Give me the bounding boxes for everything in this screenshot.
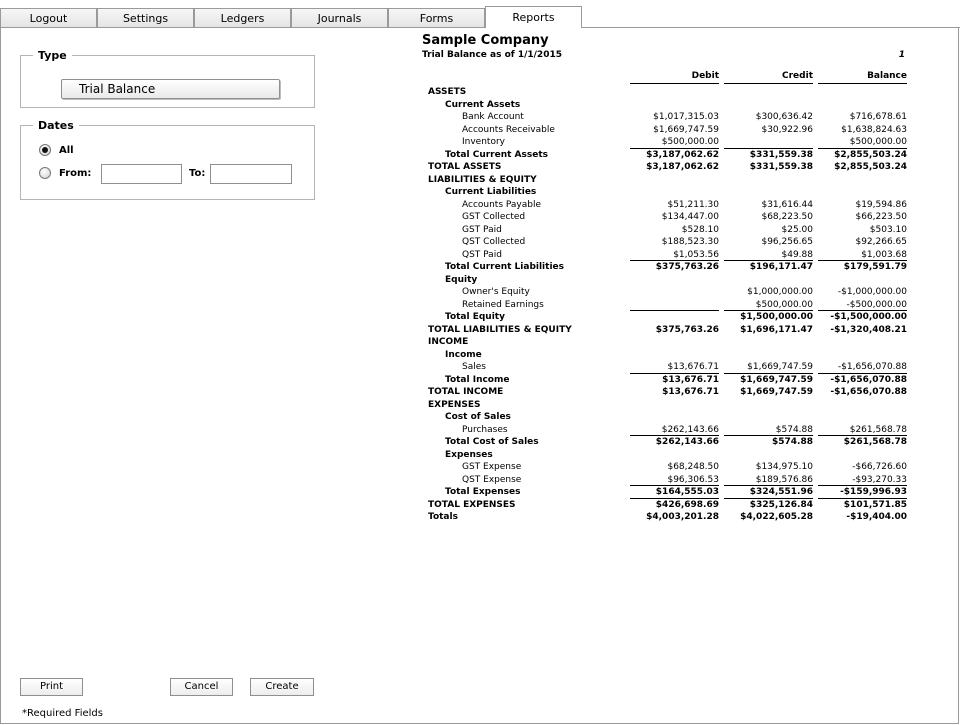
subtotal-rule — [724, 260, 813, 261]
row-label: Total Current Assets — [445, 149, 548, 160]
total-row — [0, 311, 960, 323]
report-row — [0, 386, 960, 398]
row-value-debit: $3,187,062.62 — [646, 162, 719, 172]
row-label: Accounts Payable — [462, 199, 542, 210]
row-value-credit: $1,500,000.00 — [740, 312, 813, 322]
row-label: QST Paid — [462, 249, 502, 260]
row-value-balance: $2,855,503.24 — [834, 149, 907, 160]
row-value-balance: $1,003.68 — [861, 249, 907, 260]
row-value-balance: $92,266.65 — [855, 237, 907, 247]
total-row — [0, 261, 960, 273]
subtotal-rule — [630, 260, 719, 261]
row-value-balance: -$1,656,070.88 — [830, 387, 907, 397]
report-row — [0, 99, 960, 111]
row-value-debit: $13,676.71 — [662, 374, 719, 385]
subtotal-rule — [724, 373, 813, 374]
row-value-credit: $1,669,747.59 — [740, 374, 813, 385]
report-row — [0, 236, 960, 248]
row-label: Total Income — [445, 374, 510, 385]
row-label: Totals — [428, 512, 458, 522]
total-row — [0, 374, 960, 386]
row-value-credit: $96,256.65 — [761, 237, 813, 247]
row-label: Cost of Sales — [445, 412, 511, 422]
report-row — [0, 224, 960, 236]
report-row — [0, 511, 960, 523]
row-value-credit: $196,171.47 — [749, 262, 813, 272]
row-label: Owner's Equity — [462, 287, 530, 297]
row-label: Income — [445, 349, 482, 360]
row-value-balance: $261,568.78 — [849, 424, 907, 435]
column-header-balance-label: Balance — [867, 71, 907, 81]
row-value-balance: -$1,656,070.88 — [830, 374, 907, 385]
row-value-credit: $4,022,605.28 — [740, 512, 813, 522]
report-row — [0, 136, 960, 148]
row-label: Total Expenses — [445, 487, 521, 497]
row-value-balance: -$500,000.00 — [846, 299, 907, 310]
subtotal-rule — [630, 148, 719, 149]
row-value-balance: $716,678.61 — [849, 112, 907, 122]
column-header-credit-label: Credit — [782, 71, 813, 81]
row-value-credit: $31,616.44 — [761, 199, 813, 210]
report-row — [0, 461, 960, 473]
row-label: INCOME — [428, 337, 469, 347]
row-value-credit: $68,223.50 — [761, 212, 813, 222]
row-label: TOTAL LIABILITIES & EQUITY — [428, 324, 572, 335]
subtotal-rule — [724, 498, 813, 499]
subtotal-rule — [724, 310, 813, 311]
report-subtitle: Trial Balance as of 1/1/2015 — [422, 50, 562, 60]
subtotal-rule — [630, 373, 719, 374]
total-row — [0, 436, 960, 448]
row-value-balance: $101,571.85 — [843, 499, 907, 510]
row-value-balance: $500,000.00 — [849, 137, 907, 147]
row-label: TOTAL EXPENSES — [428, 499, 516, 510]
row-value-debit: $96,306.53 — [667, 474, 719, 485]
tab-logout[interactable]: Logout — [0, 8, 97, 27]
row-label: GST Collected — [462, 212, 526, 222]
report-row — [0, 286, 960, 298]
row-value-debit: $1,017,315.03 — [653, 112, 719, 122]
row-value-debit: $1,053.56 — [673, 249, 719, 260]
row-label: Inventory — [462, 137, 505, 147]
row-value-balance: -$159,996.93 — [840, 487, 907, 497]
row-value-credit: $574.88 — [775, 424, 813, 435]
row-label: QST Expense — [462, 474, 522, 485]
total-row — [0, 499, 960, 511]
row-value-balance: -$1,000,000.00 — [837, 287, 907, 297]
row-value-debit: $426,698.69 — [655, 499, 719, 510]
row-value-debit: $375,763.26 — [655, 262, 719, 272]
row-label: EXPENSES — [428, 399, 481, 410]
row-value-debit: $375,763.26 — [655, 324, 719, 335]
row-value-debit: $68,248.50 — [667, 462, 719, 472]
row-label: Expenses — [445, 449, 493, 460]
row-value-credit: $134,975.10 — [755, 462, 813, 472]
subtotal-rule — [724, 435, 813, 436]
subtotal-rule — [818, 373, 907, 374]
report-row — [0, 361, 960, 373]
subtotal-rule — [818, 310, 907, 311]
row-value-debit: $262,143.66 — [661, 424, 719, 435]
all-label: All — [59, 145, 74, 156]
row-value-balance: -$1,500,000.00 — [830, 312, 907, 322]
row-value-balance: $66,223.50 — [855, 212, 907, 222]
row-value-debit: $262,143.66 — [655, 437, 719, 447]
subtotal-rule — [724, 485, 813, 486]
row-value-credit: $1,669,747.59 — [740, 387, 813, 397]
row-label: QST Collected — [462, 237, 526, 247]
report-row — [0, 424, 960, 436]
total-row — [0, 486, 960, 498]
row-value-credit: $500,000.00 — [755, 299, 813, 310]
report-row — [0, 199, 960, 211]
report-row — [0, 86, 960, 98]
row-value-credit: $325,126.84 — [749, 499, 813, 510]
row-value-debit: $1,669,747.59 — [653, 124, 719, 135]
row-value-balance: -$1,656,070.88 — [837, 362, 907, 372]
row-label: Equity — [445, 274, 478, 285]
row-label: Purchases — [462, 424, 508, 435]
row-label: Current Liabilities — [445, 187, 537, 197]
tab-reports[interactable]: Reports — [485, 6, 582, 28]
report-row — [0, 186, 960, 198]
row-label: Total Cost of Sales — [445, 437, 539, 447]
row-label: Retained Earnings — [462, 299, 544, 310]
row-value-balance: -$19,404.00 — [846, 512, 907, 522]
report-row — [0, 174, 960, 186]
report-type-select[interactable]: Trial Balance — [61, 79, 280, 99]
row-label: Sales — [462, 362, 486, 372]
tab-settings[interactable]: Settings — [97, 8, 194, 27]
row-value-credit: $25.00 — [781, 224, 813, 235]
report-row — [0, 449, 960, 461]
row-value-credit: $1,000,000.00 — [747, 287, 813, 297]
subtotal-rule — [724, 148, 813, 149]
row-value-balance: $2,855,503.24 — [834, 162, 907, 172]
report-page-number: 1 — [898, 50, 905, 60]
report-row — [0, 324, 960, 336]
subtotal-rule — [818, 435, 907, 436]
row-value-credit: $331,559.38 — [749, 149, 813, 160]
report-row — [0, 299, 960, 311]
row-value-debit: $4,003,201.28 — [646, 512, 719, 522]
to-label: To: — [189, 168, 206, 179]
subtotal-rule — [818, 498, 907, 499]
subtotal-rule — [818, 148, 907, 149]
report-row — [0, 411, 960, 423]
subtotal-rule — [630, 485, 719, 486]
cancel-button[interactable]: Cancel — [170, 678, 233, 696]
row-label: Bank Account — [462, 112, 524, 122]
row-value-debit: $51,211.30 — [667, 199, 719, 210]
tab-journals[interactable]: Journals — [291, 8, 388, 27]
row-label: TOTAL ASSETS — [428, 162, 502, 172]
row-value-debit: $188,523.30 — [661, 237, 719, 247]
required-fields-note: *Required Fields — [22, 708, 103, 719]
report-row — [0, 474, 960, 486]
row-value-debit: $528.10 — [681, 224, 719, 235]
row-value-debit: $13,676.71 — [667, 362, 719, 372]
row-value-debit: $13,676.71 — [662, 387, 719, 397]
dates-legend: Dates — [38, 119, 74, 132]
row-value-credit: $324,551.96 — [749, 487, 813, 497]
row-value-balance: $261,568.78 — [843, 437, 907, 447]
row-value-debit: $134,447.00 — [661, 212, 719, 222]
subtotal-rule — [630, 435, 719, 436]
row-value-balance: $179,591.79 — [843, 262, 907, 272]
row-label: GST Expense — [462, 462, 522, 472]
total-row — [0, 149, 960, 161]
report-row — [0, 349, 960, 361]
report-company-title: Sample Company — [422, 33, 549, 48]
subtotal-rule — [630, 310, 719, 311]
tab-forms[interactable]: Forms — [388, 8, 485, 27]
row-value-balance: -$1,320,408.21 — [830, 324, 907, 335]
report-row — [0, 111, 960, 123]
subtotal-rule — [630, 498, 719, 499]
row-label: Total Equity — [445, 312, 505, 322]
row-value-balance: -$93,270.33 — [852, 474, 907, 485]
row-label: ASSETS — [428, 87, 467, 97]
report-row — [0, 274, 960, 286]
row-value-credit: $574.88 — [772, 437, 813, 447]
row-value-credit: $300,636.42 — [755, 112, 813, 122]
print-button[interactable]: Print — [20, 678, 83, 696]
row-value-balance: $1,638,824.63 — [841, 124, 907, 135]
subtotal-rule — [818, 485, 907, 486]
row-label: GST Paid — [462, 224, 502, 235]
report-row — [0, 249, 960, 261]
row-label: LIABILITIES & EQUITY — [428, 174, 537, 185]
tab-ledgers[interactable]: Ledgers — [194, 8, 291, 27]
row-label: Total Current Liabilities — [445, 262, 564, 272]
row-value-balance: $19,594.86 — [855, 199, 907, 210]
row-value-balance: $503.10 — [869, 224, 907, 235]
from-label: From: — [59, 168, 92, 179]
row-value-credit: $1,696,171.47 — [740, 324, 813, 335]
report-row — [0, 399, 960, 411]
row-value-credit: $331,559.38 — [749, 162, 813, 172]
row-value-credit: $1,669,747.59 — [747, 362, 813, 372]
row-label: TOTAL INCOME — [428, 387, 504, 397]
row-label: Current Assets — [445, 99, 521, 110]
row-value-credit: $49.88 — [781, 249, 813, 260]
row-value-debit: $164,555.03 — [655, 487, 719, 497]
row-value-debit: $500,000.00 — [661, 137, 719, 147]
report-row — [0, 161, 960, 173]
row-label: Accounts Receivable — [462, 124, 555, 135]
row-value-debit: $3,187,062.62 — [646, 149, 719, 160]
row-value-credit: $30,922.96 — [761, 124, 813, 135]
report-row — [0, 124, 960, 136]
column-header-debit-label: Debit — [691, 71, 719, 81]
row-value-balance: -$66,726.60 — [852, 462, 907, 472]
create-button[interactable]: Create — [250, 678, 314, 696]
report-row — [0, 336, 960, 348]
subtotal-rule — [818, 260, 907, 261]
type-legend: Type — [38, 49, 67, 62]
row-value-credit: $189,576.86 — [755, 474, 813, 485]
report-row — [0, 211, 960, 223]
